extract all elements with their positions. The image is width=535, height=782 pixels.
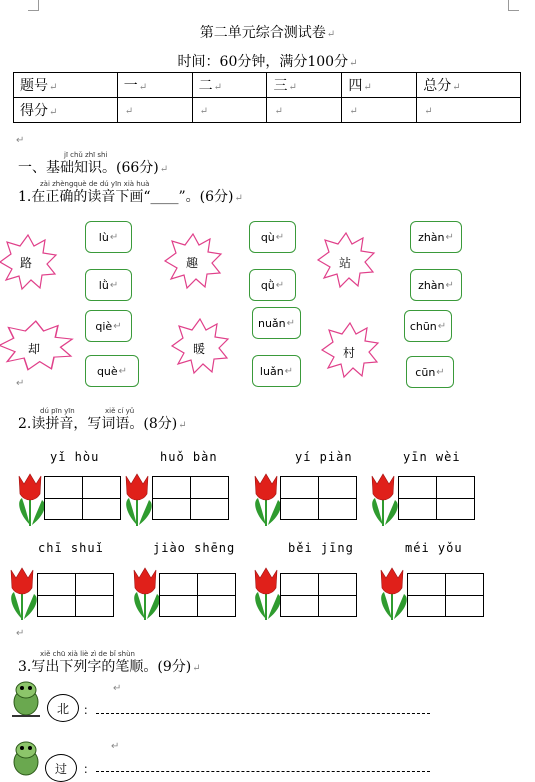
table-cell: 题号↵ (14, 73, 118, 98)
table-cell: 三↵ (267, 73, 342, 98)
pinyin-prompt: huǒ bàn (160, 450, 218, 464)
tulip-icon (381, 568, 407, 620)
dinosaur-icon (4, 676, 48, 720)
stroke-order-char: 过 (45, 754, 77, 782)
pinyin-option-box[interactable]: cūn ↵ (406, 356, 454, 388)
table-cell: 一↵ (117, 73, 192, 98)
pinyin-prompt: yǐ hòu (50, 450, 100, 464)
tulip-icon (372, 474, 398, 526)
page-subtitle: 时间：60分钟，满分100分↵ (177, 54, 358, 70)
pinyin-option-box[interactable]: lǜ ↵ (85, 269, 132, 301)
pinyin-option-box[interactable]: què ↵ (85, 355, 139, 387)
table-cell: 四↵ (342, 73, 417, 98)
tulip-icon (255, 474, 281, 526)
char-label: 路 (20, 256, 33, 270)
pinyin-annotation: jī chǔ zhī shi (64, 151, 108, 159)
writing-grid[interactable] (159, 573, 236, 617)
stroke-order-char: 北 (47, 694, 79, 722)
pinyin-prompt: chī shuǐ (38, 541, 104, 555)
char-label: 暖 (193, 342, 206, 356)
writing-grid[interactable] (152, 476, 229, 520)
page-title: 第二单元综合测试卷↵ (199, 25, 336, 41)
pinyin-prompt: yīn wèi (403, 450, 461, 464)
paragraph-mark: ↵ (111, 741, 120, 752)
tulip-icon (126, 474, 152, 526)
writing-grid[interactable] (280, 476, 357, 520)
table-row (14, 73, 521, 98)
score-table (13, 72, 521, 123)
score-input-cell[interactable]: ↵ (417, 98, 521, 123)
writing-grid[interactable] (44, 476, 121, 520)
pinyin-annotation: xiě chū xià liè zì de bǐ shùn (40, 650, 135, 658)
answer-line[interactable] (96, 713, 430, 714)
char-label: 趣 (186, 256, 199, 270)
paragraph-mark: ↵ (16, 135, 25, 146)
pinyin-option-box[interactable]: lù ↵ (85, 221, 132, 253)
pinyin-annotation: xiě cí yǔ (105, 407, 135, 415)
score-input-cell[interactable]: ↵ (192, 98, 267, 123)
question-3-text: 3.写出下列字的笔顺。(9分)↵ (18, 659, 201, 675)
writing-grid[interactable] (37, 573, 114, 617)
table-row (14, 98, 521, 123)
pinyin-prompt: jiào shēng (153, 541, 236, 555)
pinyin-option-box[interactable]: zhàn ↵ (410, 221, 462, 253)
char-label: 站 (339, 256, 352, 270)
score-input-cell[interactable]: ↵ (117, 98, 192, 123)
writing-grid[interactable] (398, 476, 475, 520)
answer-line[interactable] (96, 771, 430, 772)
pinyin-annotation: dú pīn yīn (40, 407, 75, 415)
question-1-text: 1.在正确的读音下画“____”。(6分)↵ (18, 189, 243, 205)
pinyin-option-box[interactable]: nuǎn ↵ (252, 307, 301, 339)
pinyin-annotation: zài zhèngquè de dú yīn xià huà (40, 180, 150, 188)
writing-grid[interactable] (407, 573, 484, 617)
pinyin-prompt: běi jīng (288, 541, 354, 555)
question-2-text: 2.读拼音，写词语。(8分)↵ (18, 416, 187, 432)
pinyin-option-box[interactable]: qiè ↵ (85, 310, 132, 342)
pinyin-prompt: méi yǒu (405, 541, 463, 555)
colon-label: ： (83, 762, 96, 776)
score-input-cell[interactable]: ↵ (342, 98, 417, 123)
colon-label: ： (83, 703, 96, 717)
tulip-icon (19, 474, 45, 526)
pinyin-option-box[interactable]: zhàn ↵ (410, 269, 462, 301)
section-heading: 一、基础知识。(66分)↵ (18, 160, 169, 176)
tulip-icon (134, 568, 160, 620)
paragraph-mark: ↵ (16, 378, 25, 389)
table-cell: 总分↵ (417, 73, 521, 98)
table-cell: 得分↵ (14, 98, 118, 123)
char-label: 村 (343, 346, 356, 360)
pinyin-option-box[interactable]: luǎn ↵ (252, 355, 301, 387)
paragraph-mark: ↵ (16, 628, 25, 639)
writing-grid[interactable] (280, 573, 357, 617)
char-label: 却 (28, 342, 41, 356)
page-corner-mark (508, 0, 519, 11)
paragraph-mark: ↵ (113, 683, 122, 694)
pinyin-option-box[interactable]: qǜ ↵ (249, 269, 296, 301)
page-corner-mark (28, 0, 39, 11)
pinyin-prompt: yí piàn (295, 450, 353, 464)
tulip-icon (11, 568, 37, 620)
tulip-icon (255, 568, 281, 620)
table-cell: 二↵ (192, 73, 267, 98)
dinosaur-icon (4, 736, 48, 778)
pinyin-option-box[interactable]: qù ↵ (249, 221, 296, 253)
score-input-cell[interactable]: ↵ (267, 98, 342, 123)
pinyin-option-box[interactable]: chūn ↵ (404, 310, 452, 342)
